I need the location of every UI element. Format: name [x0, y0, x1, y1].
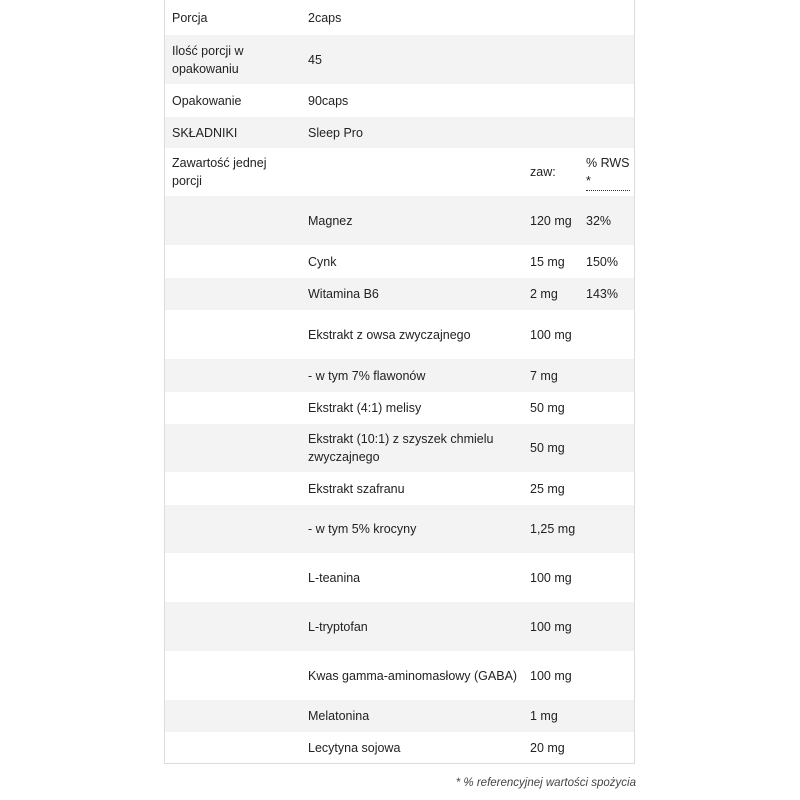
ingredient-amount: 100 mg: [530, 668, 572, 683]
row-label: Porcja: [172, 10, 208, 25]
ingredient-rws: 32%: [586, 213, 612, 228]
row-value: 45: [308, 52, 322, 67]
ingredient-amount: 100 mg: [530, 570, 572, 585]
ingredient-name: - w tym 5% krocyny: [308, 522, 417, 536]
ingredient-rws: 150%: [586, 254, 618, 269]
ingredient-amount: 15 mg: [530, 254, 565, 269]
ingredient-rws: [586, 424, 630, 472]
ingredient-rws: [586, 651, 630, 700]
ingredient-amount: 2 mg: [530, 287, 558, 301]
ingredient-rws: 143%: [586, 287, 618, 301]
ingredient-name: Melatonina: [308, 709, 370, 723]
ingredient-name: Witamina B6: [308, 287, 379, 301]
rws-header-text: % RWS *: [586, 154, 630, 191]
ingredient-rws: [586, 472, 630, 505]
ingredient-row: [165, 196, 634, 245]
ingredient-row: [165, 245, 634, 278]
ingredient-name: - w tym 7% flawonów: [308, 368, 426, 383]
row-value: 2caps: [308, 10, 342, 25]
ingredient-name: Magnez: [308, 213, 353, 228]
ingredient-name: Lecytyna sojowa: [308, 740, 401, 755]
ingredient-row: [165, 472, 634, 505]
rws-header: [586, 148, 630, 196]
ingredient-rws: [586, 602, 630, 651]
ingredient-rws: [586, 732, 630, 763]
row-label: SKŁADNIKI: [172, 125, 238, 140]
nutrition-table: [164, 0, 635, 764]
ingredient-amount: 1 mg: [530, 709, 558, 723]
ingredient-rws: [586, 310, 630, 359]
ingredient-name: Ekstrakt z owsa zwyczajnego: [308, 327, 471, 342]
ingredient-name: Kwas gamma-aminomasłowy (GABA): [308, 668, 518, 683]
row-label: Opakowanie: [172, 93, 242, 108]
ingredient-name: Ekstrakt (4:1) melisy: [308, 401, 422, 415]
ingredient-amount: 50 mg: [530, 441, 565, 455]
ingredient-row: [165, 359, 634, 392]
amount-header: zaw:: [530, 165, 556, 179]
table-row: [165, 117, 634, 148]
row-value: Sleep Pro: [308, 125, 363, 140]
ingredient-amount: 50 mg: [530, 401, 565, 415]
ingredient-rws: [586, 700, 630, 732]
ingredient-amount: 1,25 mg: [530, 522, 576, 536]
ingredient-name: L-tryptofan: [308, 619, 368, 634]
ingredient-name: Ekstrakt (10:1) z szyszek chmielu zwyczajnego: [308, 432, 494, 464]
serving-header-row: [165, 148, 634, 196]
ingredient-row: [165, 392, 634, 424]
ingredient-rws: [586, 392, 630, 424]
footnote: * % referencyjnej wartości spożycia: [455, 777, 636, 789]
ingredient-row: [165, 278, 634, 310]
ingredient-row: [165, 505, 634, 553]
ingredient-row: [165, 310, 634, 359]
ingredient-rws: [586, 359, 630, 392]
ingredient-amount: 100 mg: [530, 327, 572, 342]
table-row: [165, 84, 634, 117]
ingredient-row: [165, 424, 634, 472]
ingredient-name: L-teanina: [308, 570, 361, 585]
ingredient-rws: [586, 505, 630, 553]
ingredient-row: [165, 651, 634, 700]
ingredient-rws: [586, 553, 630, 602]
ingredient-row: [165, 700, 634, 732]
ingredient-row: [165, 553, 634, 602]
ingredient-row: [165, 732, 634, 763]
ingredient-amount: 25 mg: [530, 481, 565, 496]
ingredient-amount: 7 mg: [530, 368, 558, 383]
table-row: [165, 0, 634, 35]
ingredient-name: Cynk: [308, 254, 337, 269]
row-value: 90caps: [308, 93, 349, 108]
row-label: Ilość porcji w opakowaniu: [172, 43, 244, 76]
serving-label: Zawartość jednej porcji: [172, 156, 267, 188]
ingredient-row: [165, 602, 634, 651]
ingredient-name: Ekstrakt szafranu: [308, 481, 405, 496]
table-row: [165, 35, 634, 84]
ingredient-amount: 20 mg: [530, 740, 565, 755]
ingredient-amount: 100 mg: [530, 619, 572, 634]
ingredient-amount: 120 mg: [530, 213, 572, 228]
